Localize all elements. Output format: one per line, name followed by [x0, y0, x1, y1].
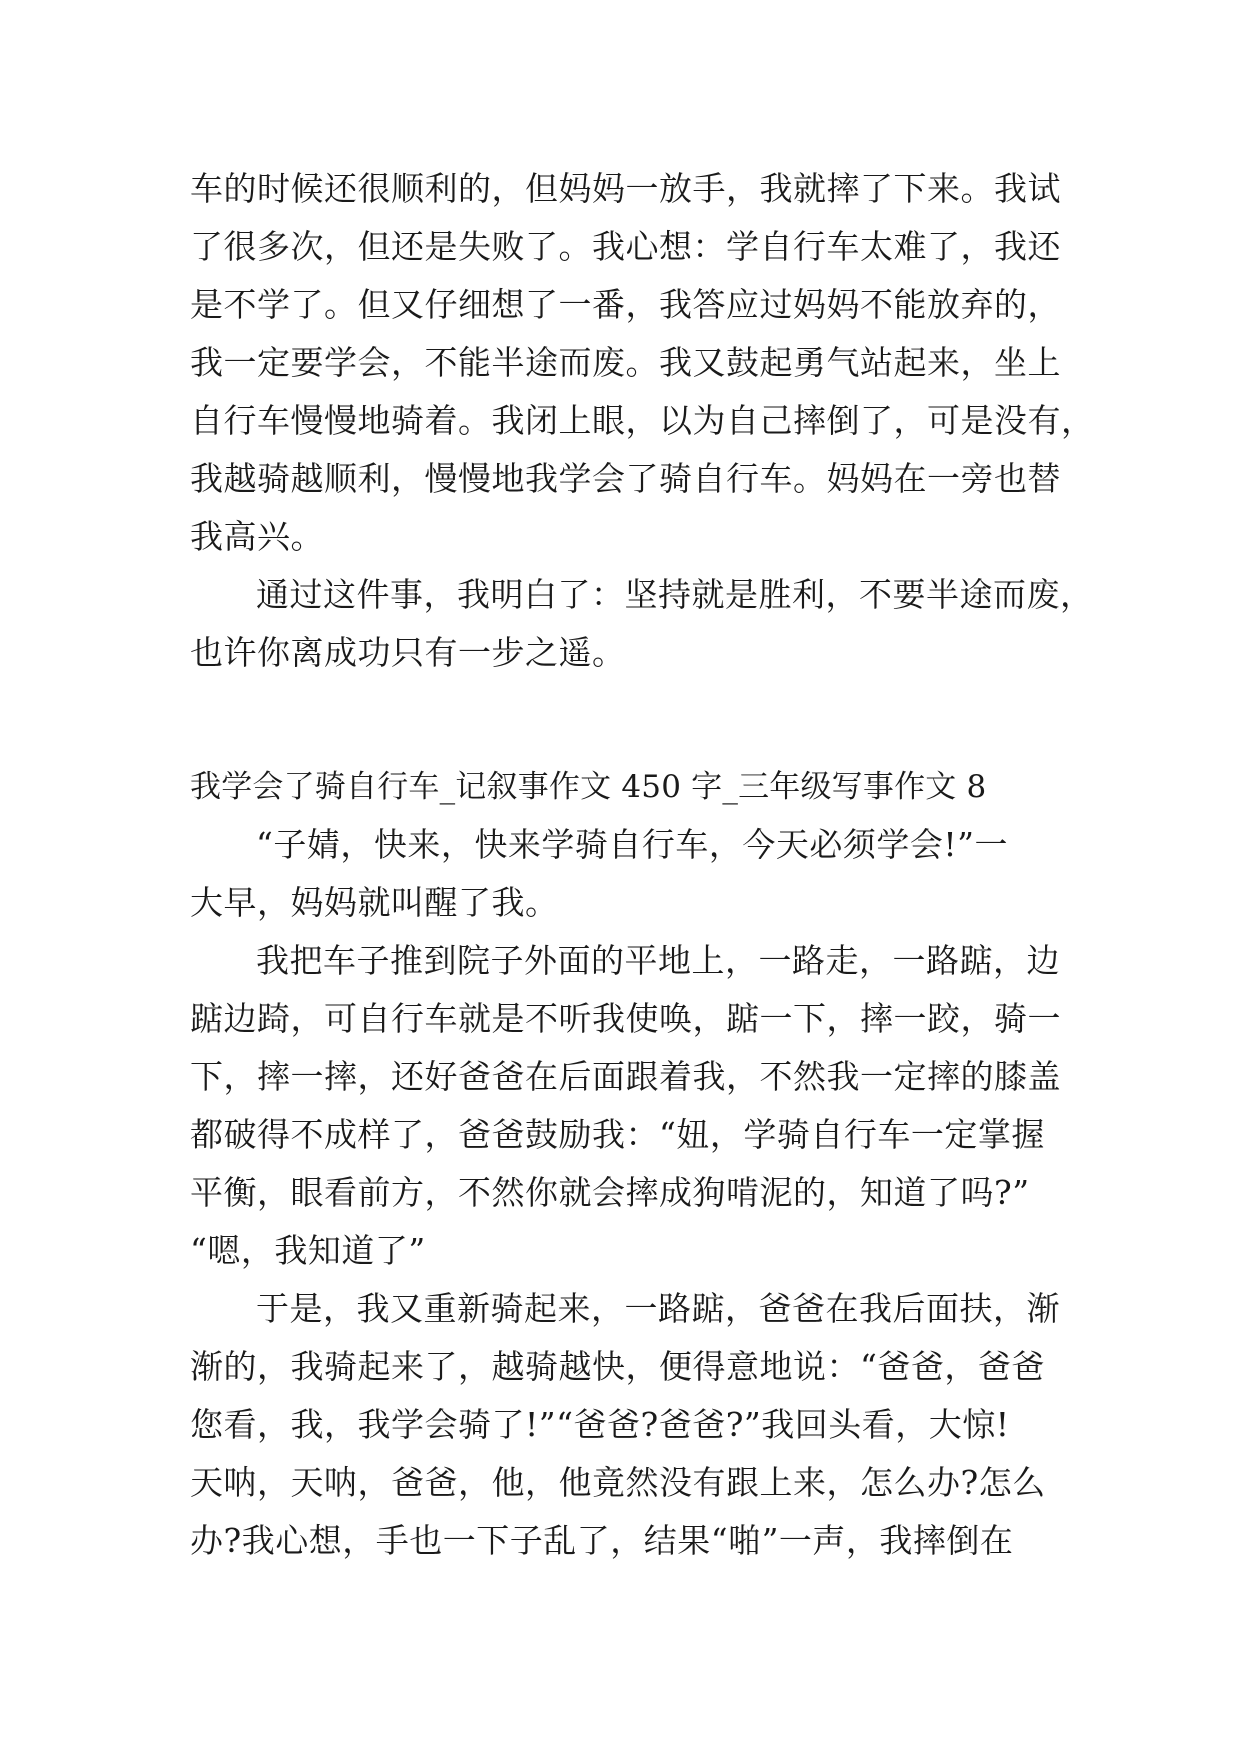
- text-line: 我越骑越顺利，慢慢地我学会了骑自行车。妈妈在一旁也替: [190, 459, 1061, 498]
- paragraph-continuation: [190, 160, 1095, 566]
- essay-paragraph: [190, 816, 1070, 932]
- text-line: 于是，我又重新骑起来，一路踮，爸爸在我后面扶，渐: [256, 1289, 1060, 1328]
- text-line: 下，摔一摔，还好爸爸在后面跟着我，不然我一定摔的膝盖: [190, 1057, 1061, 1096]
- text-line: 平衡，眼看前方，不然你就会摔成狗啃泥的，知道了吗?”: [190, 1173, 1030, 1212]
- text-line: 是不学了。但又仔细想了一番，我答应过妈妈不能放弃的，: [190, 285, 1061, 324]
- text-line: “子婧，快来，快来学骑自行车，今天必须学会!”一: [256, 825, 1009, 864]
- text-line: 您看，我，我学会骑了!”“爸爸?爸爸?”我回头看，大惊!: [190, 1405, 1010, 1444]
- text-line: 通过这件事，我明白了：坚持就是胜利，不要半途而废，: [256, 575, 1094, 614]
- text-line: 也许你离成功只有一步之遥。: [190, 633, 626, 672]
- text-line: 了很多次，但还是失败了。我心想：学自行车太难了，我还: [190, 227, 1061, 266]
- essay-title: 我学会了骑自行车_记叙事作文 450 字_三年级写事作文 8: [190, 769, 987, 805]
- text-line: 天呐，天呐，爸爸，他，他竟然没有跟上来，怎么办?怎么: [190, 1463, 1046, 1502]
- essay-paragraph: [190, 932, 1070, 1280]
- essay-paragraph: [190, 1280, 1070, 1570]
- text-line: 我高兴。: [190, 517, 324, 556]
- text-line: “嗯，我知道了”: [190, 1231, 426, 1270]
- text-line: 我一定要学会，不能半途而废。我又鼓起勇气站起来，坐上: [190, 343, 1061, 382]
- paragraph-conclusion: [190, 566, 1094, 682]
- text-line: 都破得不成样了，爸爸鼓励我：“妞，学骑自行车一定掌握: [190, 1115, 1045, 1154]
- text-line: 办?我心想，手也一下子乱了，结果“啪”一声，我摔倒在: [190, 1521, 1014, 1560]
- text-line: 自行车慢慢地骑着。我闭上眼，以为自己摔倒了，可是没有，: [190, 401, 1095, 440]
- text-line: 渐的，我骑起来了，越骑越快，便得意地说：“爸爸，爸爸: [190, 1347, 1045, 1386]
- section-gap: [190, 682, 1070, 758]
- document-page: [190, 160, 1095, 1570]
- text-line: 大早，妈妈就叫醒了我。: [190, 883, 559, 922]
- text-line: 踮边踦，可自行车就是不听我使唤，踮一下，摔一跤，骑一: [190, 999, 1061, 1038]
- text-line: 我把车子推到院子外面的平地上，一路走，一路踮，边: [256, 941, 1060, 980]
- text-line: 车的时候还很顺利的，但妈妈一放手，我就摔了下来。我试: [190, 169, 1061, 208]
